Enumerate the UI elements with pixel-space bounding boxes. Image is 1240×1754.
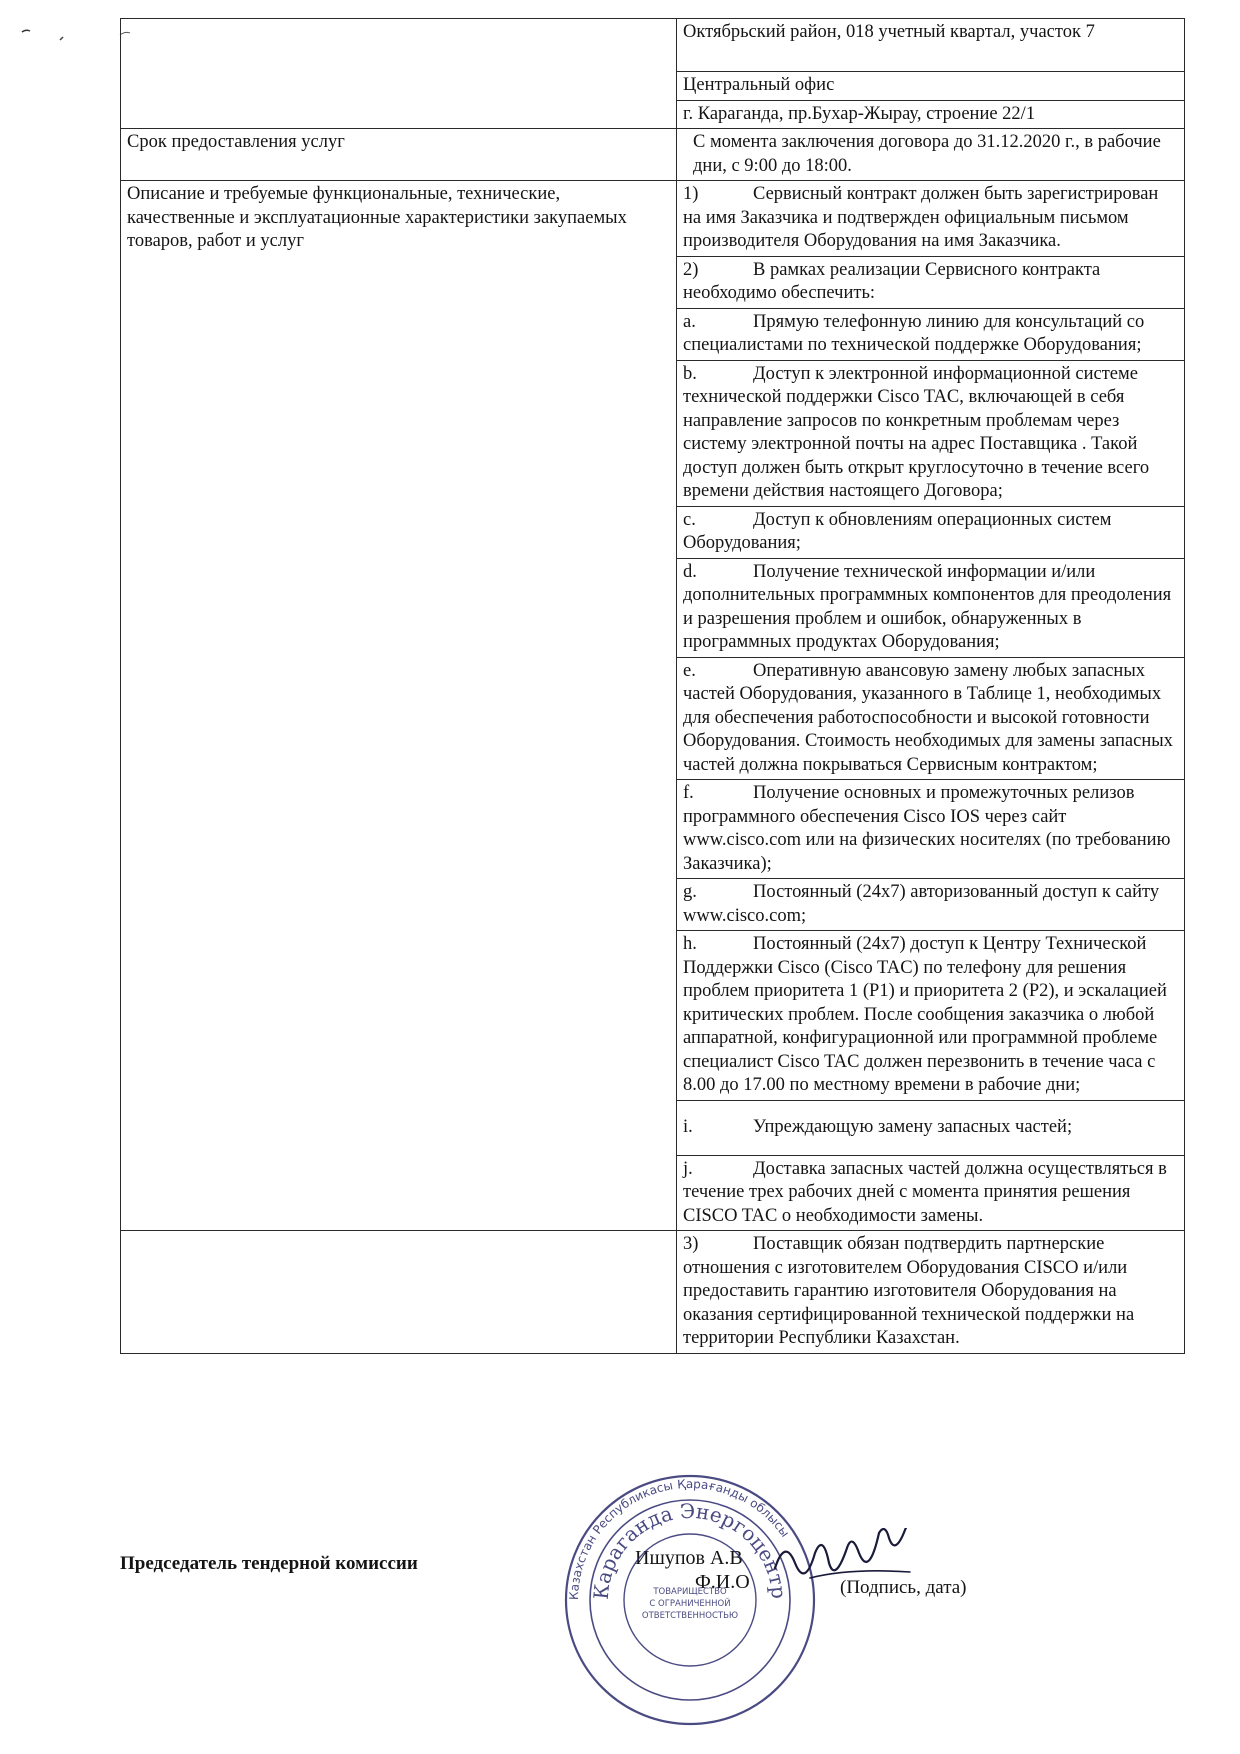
- list-item: [677, 931, 1185, 1101]
- service-period-label: Срок предоставления услуг: [121, 129, 677, 181]
- list-item: [677, 181, 1185, 257]
- item-text: Доставка запасных частей должна осуществляться в течение трех рабочих дней с момента принятия решения CISCO TAC о необходимости замены.: [683, 1158, 1167, 1226]
- item-key: i.: [683, 1116, 693, 1137]
- item-text: Сервисный контракт должен быть зарегистрирован на имя Заказчика и подтвержден официальным письмом производителя Оборудования на имя Заказчика.: [683, 184, 1159, 251]
- address-line-3: г. Караганда, пр.Бухар-Жырау, строение 22/1: [677, 100, 1185, 129]
- left-cell-empty: [121, 19, 677, 129]
- list-item: [677, 657, 1185, 780]
- item-text: Получение основных и промежуточных релизов программного обеспечения Cisco IOS через сайт www.cisco.com или на физических носителях (по требованию Заказчика);: [683, 783, 1171, 874]
- item-key: g.: [683, 882, 697, 902]
- list-item: [677, 780, 1185, 879]
- svg-text:Казахстан Республикасы Қараған: Казахстан Республикасы Қарағанды облысы: [566, 1476, 793, 1601]
- list-item: [677, 506, 1185, 558]
- item-key: h.: [683, 934, 697, 954]
- signatory-title: Председатель тендерной комиссии: [120, 1553, 418, 1574]
- item-key: 3): [683, 1234, 699, 1254]
- item-text: Оперативную авансовую замену любых запасных частей Оборудования, указанного в Таблице 1, необходимых для обеспечения работоспособности и высокой готовности Оборудования. Стоимость необходимых для замены запасных частей должна покрываться Сервисным контрактом;: [683, 660, 1173, 775]
- specification-table: [120, 18, 1185, 1354]
- item-key: j.: [683, 1158, 693, 1179]
- svg-text:ОТВЕТСТВЕННОСТЬЮ: ОТВЕТСТВЕННОСТЬЮ: [641, 1611, 739, 1621]
- item-key: 2): [683, 259, 699, 280]
- table-row: [121, 19, 1185, 72]
- svg-text:Караганда Энергоцентр: Караганда Энергоцентр: [588, 1498, 792, 1601]
- list-item: [677, 256, 1185, 308]
- description-label: Описание и требуемые функциональные, технические, качественные и эксплуатационные характеристики закупаемых товаров, работ и услуг: [121, 181, 677, 1231]
- address-line-2: Центральный офис: [677, 72, 1185, 101]
- table-row: [121, 181, 1185, 257]
- item-key: f.: [683, 783, 694, 803]
- name-caption: Ф.И.О: [695, 1571, 750, 1593]
- item-text: Получение технической информации и/или дополнительных программных компонентов для преодоления и разрешения проблем и ошибок, обнаруженных в программных продуктах Оборудования;: [683, 561, 1172, 652]
- item-key: 1): [683, 184, 699, 204]
- svg-text:С ОГРАНИЧЕННОЙ: С ОГРАНИЧЕННОЙ: [649, 1599, 731, 1609]
- item-text: Доступ к обновлениям операционных систем Оборудования;: [683, 509, 1112, 553]
- handwritten-signature-icon: [770, 1528, 950, 1598]
- list-item: [677, 1155, 1185, 1231]
- list-item: [677, 360, 1185, 506]
- item-key: c.: [683, 509, 696, 530]
- item-key: d.: [683, 561, 697, 582]
- item-text: В рамках реализации Сервисного контракта необходимо обеспечить:: [683, 259, 1101, 303]
- list-item: [677, 1100, 1185, 1155]
- svg-text:ТОВАРИЩЕСТВО: ТОВАРИЩЕСТВО: [653, 1587, 727, 1597]
- table-row: [121, 129, 1185, 181]
- item-key: a.: [683, 311, 696, 332]
- item-text: Прямую телефонную линию для консультаций со специалистами по технической поддержке Оборудования;: [683, 311, 1145, 355]
- list-item: [677, 558, 1185, 657]
- item-key: b.: [683, 363, 697, 384]
- list-item: [677, 879, 1185, 931]
- address-line-1: Октябрьский район, 018 учетный квартал, участок 7: [677, 19, 1185, 72]
- item-text: Доступ к электронной информационной системе технической поддержки Cisco TAC, включающей в себя направление запросов по конкретным проблемам через систему электронной почты на адрес Поставщика . Такой доступ должен быть открыт круглосуточно в течение всего времени действия настоящего Договора;: [683, 363, 1150, 501]
- item-text: Поставщик обязан подтвердить партнерские отношения с изготовителем Оборудования CISCO и/или предоставить гарантию изготовителя Оборудования на оказания сертифицированной технической поддержки на территории Республики Казахстан.: [683, 1234, 1135, 1348]
- sign-caption: (Подпись, дата): [840, 1577, 967, 1598]
- list-item: [677, 308, 1185, 360]
- list-item: [677, 1231, 1185, 1354]
- item-text: Постоянный (24x7) авторизованный доступ к сайту www.cisco.com;: [683, 882, 1160, 926]
- left-cell-empty: [121, 1231, 677, 1354]
- table-row: [121, 1231, 1185, 1354]
- service-period-value: С момента заключения договора до 31.12.2020 г., в рабочие дни, с 9:00 до 18:00.: [677, 129, 1185, 181]
- item-key: e.: [683, 660, 696, 681]
- item-text: Упреждающую замену запасных частей;: [753, 1116, 1073, 1137]
- company-stamp-icon: [560, 1470, 820, 1730]
- signatory-name: Ишупов А.В: [635, 1547, 743, 1569]
- item-text: Постоянный (24x7) доступ к Центру Технической Поддержки Cisco (Cisco TAC) по телефону для решения проблем приоритета 1 (P1) и приоритета 2 (P2), и эскалацией критических проблем. После сообщения заказчика о любой аппаратной, конфигурационной или программной проблеме специалист Cisco TAC должен перезвонить в течение часа с 8.00 до 17.00 по местному времени в рабочие дни;: [683, 934, 1167, 1095]
